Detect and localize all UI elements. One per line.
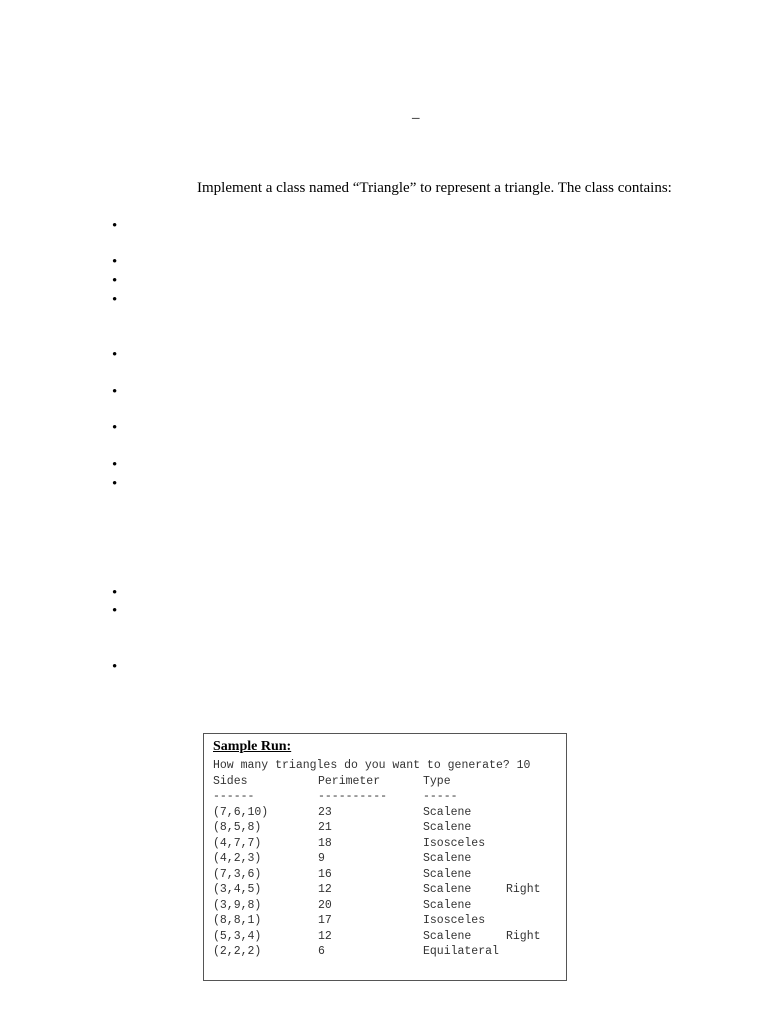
row-type: Scalene [423, 898, 472, 912]
row-type: Scalene [423, 929, 472, 943]
intro-paragraph: Implement a class named “Triangle” to represent a triangle. The class contains: [197, 180, 672, 196]
table-row [213, 805, 563, 821]
bullet-11: • [112, 603, 118, 619]
underline-type: ----- [423, 790, 458, 803]
row-sides: (8,5,8) [213, 821, 262, 834]
row-type: Isosceles [423, 836, 486, 850]
row-perimeter: 23 [318, 805, 332, 819]
table-row [213, 836, 563, 852]
table-header-row [213, 774, 563, 790]
bullet-8: • [112, 457, 118, 473]
row-perimeter: 20 [318, 898, 332, 912]
row-perimeter: 6 [318, 945, 325, 958]
row-sides: (4,2,3) [213, 852, 262, 865]
row-perimeter: 17 [318, 914, 332, 927]
table-row [213, 882, 563, 898]
row-perimeter: 9 [318, 852, 325, 865]
bullet-9: • [112, 476, 118, 492]
row-sides: (4,7,7) [213, 836, 262, 850]
row-type: Scalene [423, 852, 472, 865]
row-type: Scalene [423, 883, 472, 896]
table-row [213, 913, 563, 929]
bullet-7: • [112, 420, 118, 436]
row-perimeter: 21 [318, 821, 332, 834]
sample-run-prompt: How many triangles do you want to generate? 10 [213, 759, 531, 772]
row-perimeter: 12 [318, 883, 332, 896]
row-extra: Right [506, 929, 541, 943]
table-row [213, 898, 563, 914]
bullet-6: • [112, 384, 118, 400]
row-perimeter: 12 [318, 929, 332, 943]
bullet-5: • [112, 347, 118, 363]
header-dash: – [412, 110, 420, 126]
sample-run-title: Sample Run: [213, 739, 292, 754]
header-type: Type [423, 774, 451, 788]
bullet-2: • [112, 254, 118, 270]
row-type: Scalene [423, 821, 472, 834]
row-sides: (3,4,5) [213, 883, 262, 896]
table-row [213, 867, 563, 883]
row-perimeter: 18 [318, 836, 332, 850]
row-extra: Right [506, 883, 541, 896]
row-sides: (8,8,1) [213, 914, 262, 927]
underline-perimeter: ---------- [318, 790, 388, 803]
table-row [213, 820, 563, 836]
table-row [213, 929, 563, 945]
row-sides: (7,3,6) [213, 867, 262, 881]
row-sides: (2,2,2) [213, 945, 262, 958]
row-type: Scalene [423, 867, 472, 881]
table-row [213, 944, 563, 960]
row-type: Scalene [423, 805, 472, 819]
bullet-10: • [112, 585, 118, 601]
bullet-1: • [112, 218, 118, 234]
table-row [213, 851, 563, 867]
row-perimeter: 16 [318, 867, 332, 881]
row-sides: (5,3,4) [213, 929, 262, 943]
row-type: Isosceles [423, 914, 486, 927]
header-perimeter: Perimeter [318, 774, 381, 788]
table-underline-row [213, 789, 563, 805]
header-sides: Sides [213, 774, 248, 788]
row-type: Equilateral [423, 945, 499, 958]
bullet-3: • [112, 273, 118, 289]
underline-sides: ------ [213, 790, 255, 803]
bullet-12: • [112, 659, 118, 675]
row-sides: (3,9,8) [213, 898, 262, 912]
sample-run-box [203, 733, 567, 981]
bullet-4: • [112, 292, 118, 308]
row-sides: (7,6,10) [213, 805, 269, 819]
